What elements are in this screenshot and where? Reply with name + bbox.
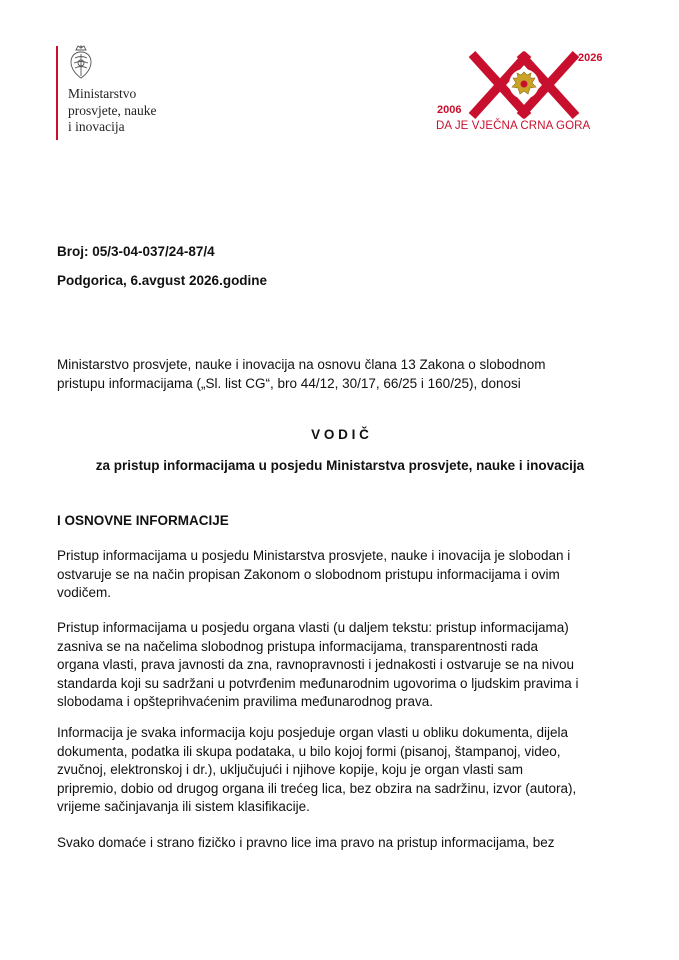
paragraph-line: Svako domaće i strano fizičko i pravno lice ima pravo na pristup informacijama, bez — [57, 835, 555, 850]
document-place-date: Podgorica, 6.avgust 2026.godine — [57, 273, 268, 288]
preamble-line: Ministarstvo prosvjete, nauke i inovacija na osnovu člana 13 Zakona o slobodnom — [57, 357, 546, 372]
section-heading: I OSNOVNE INFORMACIJE — [57, 513, 229, 528]
body-paragraph — [57, 834, 627, 853]
ministry-name — [68, 86, 156, 136]
ministry-name-line: prosvjete, nauke — [68, 102, 157, 118]
body-paragraph — [57, 619, 627, 712]
paragraph-line: pripremio, dobio od drugog organa ili trećeg lica, bez obzira na sadržinu, izvor (autora), — [57, 780, 577, 796]
paragraph-line: vrijeme sačinjavanja ili sistem klasifikacije. — [57, 799, 310, 814]
ministry-name-line: i inovacija — [68, 119, 125, 134]
paragraph-line: Pristup informacijama u posjedu Ministarstva prosvjete, nauke i inovacija je slobodan i — [57, 548, 571, 563]
document-number: Broj: 05/3-04-037/24-87/4 — [57, 244, 215, 259]
paragraph-line: Pristup informacijama u posjedu organa vlasti (u daljem tekstu: pristup informacijama) — [57, 620, 569, 635]
paragraph-line: zasniva se na načelima slobodnog pristupa informacijama, transparentnosti rada — [57, 638, 539, 654]
preamble-line: pristupu informacijama („Sl. list CG“, bro 44/12, 30/17, 66/25 i 160/25), donosi — [57, 375, 521, 391]
paragraph-line: standarda koji su sadržani u potvrđenim međunarodnim ugovorima o ljudskim pravima i — [57, 675, 579, 691]
preamble — [57, 356, 627, 393]
document-subtitle: za pristup informacijama u posjedu Ministarstva prosvjete, nauke i inovacija — [95, 458, 585, 473]
body-paragraph — [57, 724, 627, 817]
ministry-name-line: Ministarstvo — [68, 86, 137, 101]
paragraph-line: ostvaruje se na način propisan Zakonom o slobodnom pristupu informacijama i ovim — [57, 566, 560, 582]
document-title: V O D I Č — [311, 427, 369, 442]
paragraph-line: organa vlasti, prava javnosti da zna, ravnopravnosti i jednakosti i ostvaruje se na nivou — [57, 657, 575, 672]
paragraph-line: slobodama i opšteprihvaćenim pravilima međunarodnog prava. — [57, 694, 433, 709]
montenegro-crest-icon — [66, 44, 96, 82]
paragraph-line: dokumenta, podatka ili skupa podataka, u bilo kojoj formi (pisanoj, štampanoj, video, — [57, 743, 561, 759]
anniversary-motto: DA JE VJEČNA CRNA GORA — [436, 120, 591, 132]
paragraph-line: Informacija je svaka informacija koju posjeduje organ vlasti u obliku dokumenta, dijela — [57, 725, 569, 740]
paragraph-line: vodičem. — [57, 585, 112, 600]
anniversary-year-end: 2026 — [578, 52, 603, 64]
paragraph-line: zvučnoj, elektronskoj i dr.), uključujući i njihove kopije, koju je organ vlasti sam — [57, 762, 523, 777]
ministry-logo-rule — [56, 46, 58, 140]
anniversary-year-start: 2006 — [437, 104, 462, 116]
body-paragraph — [57, 547, 627, 603]
